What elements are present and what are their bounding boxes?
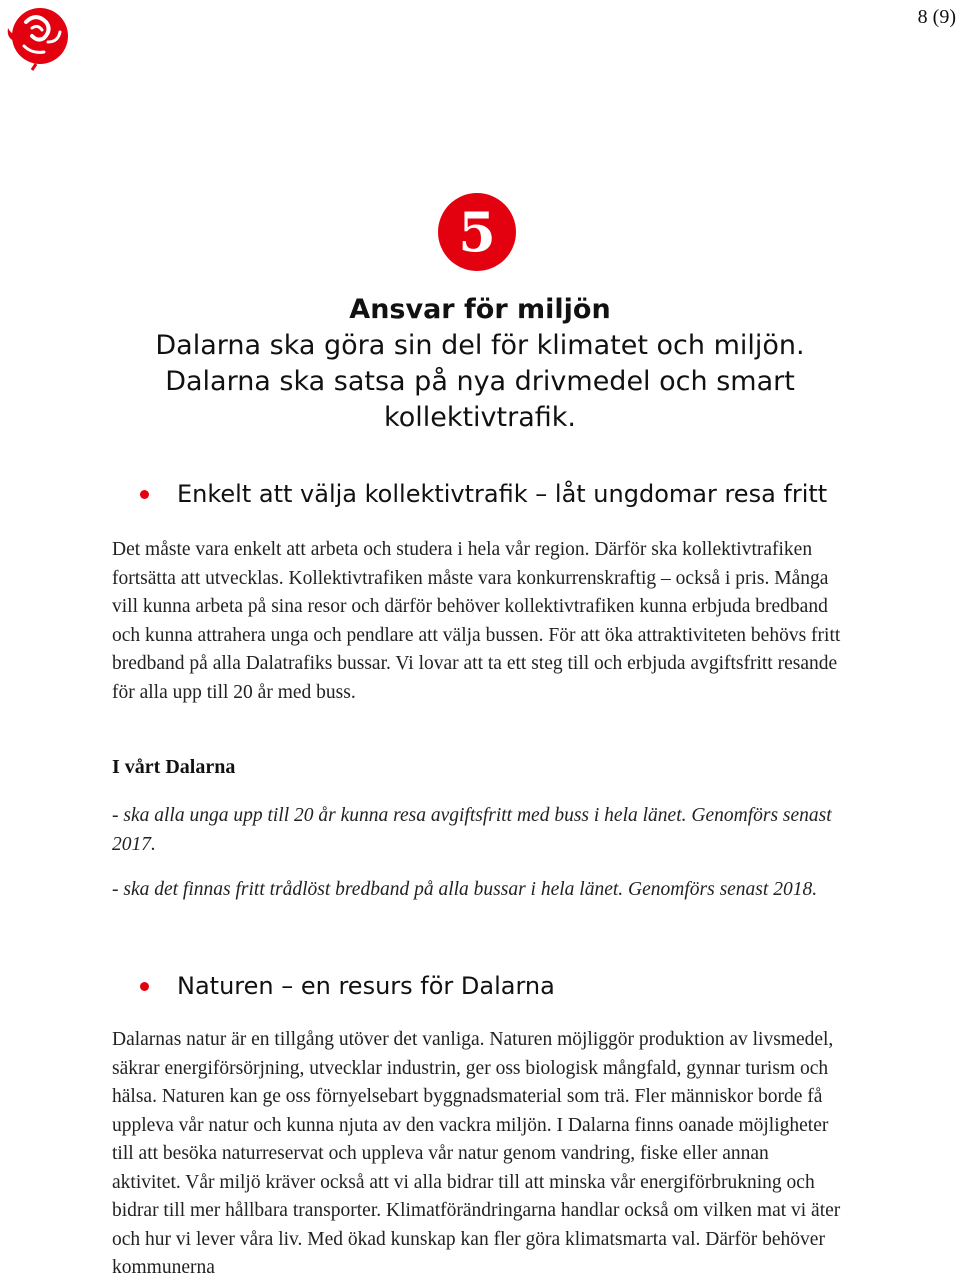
section-paragraph: Det måste vara enkelt att arbeta och studera i hela vår region. Därför ska kollektivtrafiken fortsätta att utvecklas. Kollektivtrafiken måste vara konkurrenskraftig – också i pris. Många vill kunna arbeta på sina resor och därför behöver kollektivtrafiken kunna erbjuda bredband och kunna attrahera unga och pendlare att välja bussen. För att öka attraktiviteten behövs fritt bredband på alla Dalatrafiks bussar. Vi lovar att ta ett steg till och erbjuda avgiftsfritt resande för alla upp till 20 år med buss. — [112, 539, 841, 703]
bullet-icon — [140, 982, 149, 991]
section-heading-naturen — [140, 972, 555, 1000]
section-heading-kollektivtrafik — [140, 480, 827, 508]
section-heading-text: Enkelt att välja kollektivtrafik – låt ungdomar resa fritt — [177, 480, 828, 508]
subtitle-line: Dalarna ska satsa på nya drivmedel och smart — [165, 366, 795, 397]
commitment-item: - ska det finnas fritt trådlöst bredband på alla bussar i hela länet. Genomförs senast 2018. — [112, 879, 818, 900]
section-paragraph: Dalarnas natur är en tillgång utöver det vanliga. Naturen möjliggör produktion av livsmedel, säkrar energiförsörjning, utvecklar industrin, ger oss biologisk mångfald, gynnar turism och hälsa. Naturen kan ge oss förnyelsebart byggnadsmaterial som trä. Fler människor borde få uppleva vår natur och kunna njuta av den vackra miljön. I Dalarna finns oanade möjligheter till att besöka naturreservat och uppleva vår natur genom vandring, fiske eller annan aktivitet. Vår miljö kräver också att vi alla bidrar till att minska vår energiförbrukning och bidrar till mer hållbara transporter. Klimatförändringarna handlar också om vilken mat vi äter och hur vi lever våra liv. Med ökad kunskap kan fler göra klimatsmarta val. Därför behöver kommunerna — [112, 1029, 841, 1278]
page-number: 8 (9) — [917, 6, 956, 28]
bullet-icon — [140, 490, 149, 499]
title-line: Ansvar för miljön — [349, 294, 611, 325]
subtitle-line: kollektivtrafik. — [384, 402, 576, 433]
page-title — [0, 292, 960, 436]
commitment-item: - ska alla unga upp till 20 år kunna resa avgiftsfritt med buss i hela länet. Genomförs senast 2017. — [112, 805, 832, 855]
section-heading-text: Naturen – en resurs för Dalarna — [177, 972, 555, 1000]
subheading: I vårt Dalarna — [112, 756, 236, 778]
subtitle-line: Dalarna ska göra sin del för klimatet och miljön. — [155, 330, 805, 361]
section-number-badge: 5 — [438, 193, 516, 271]
rose-logo — [2, 2, 72, 72]
